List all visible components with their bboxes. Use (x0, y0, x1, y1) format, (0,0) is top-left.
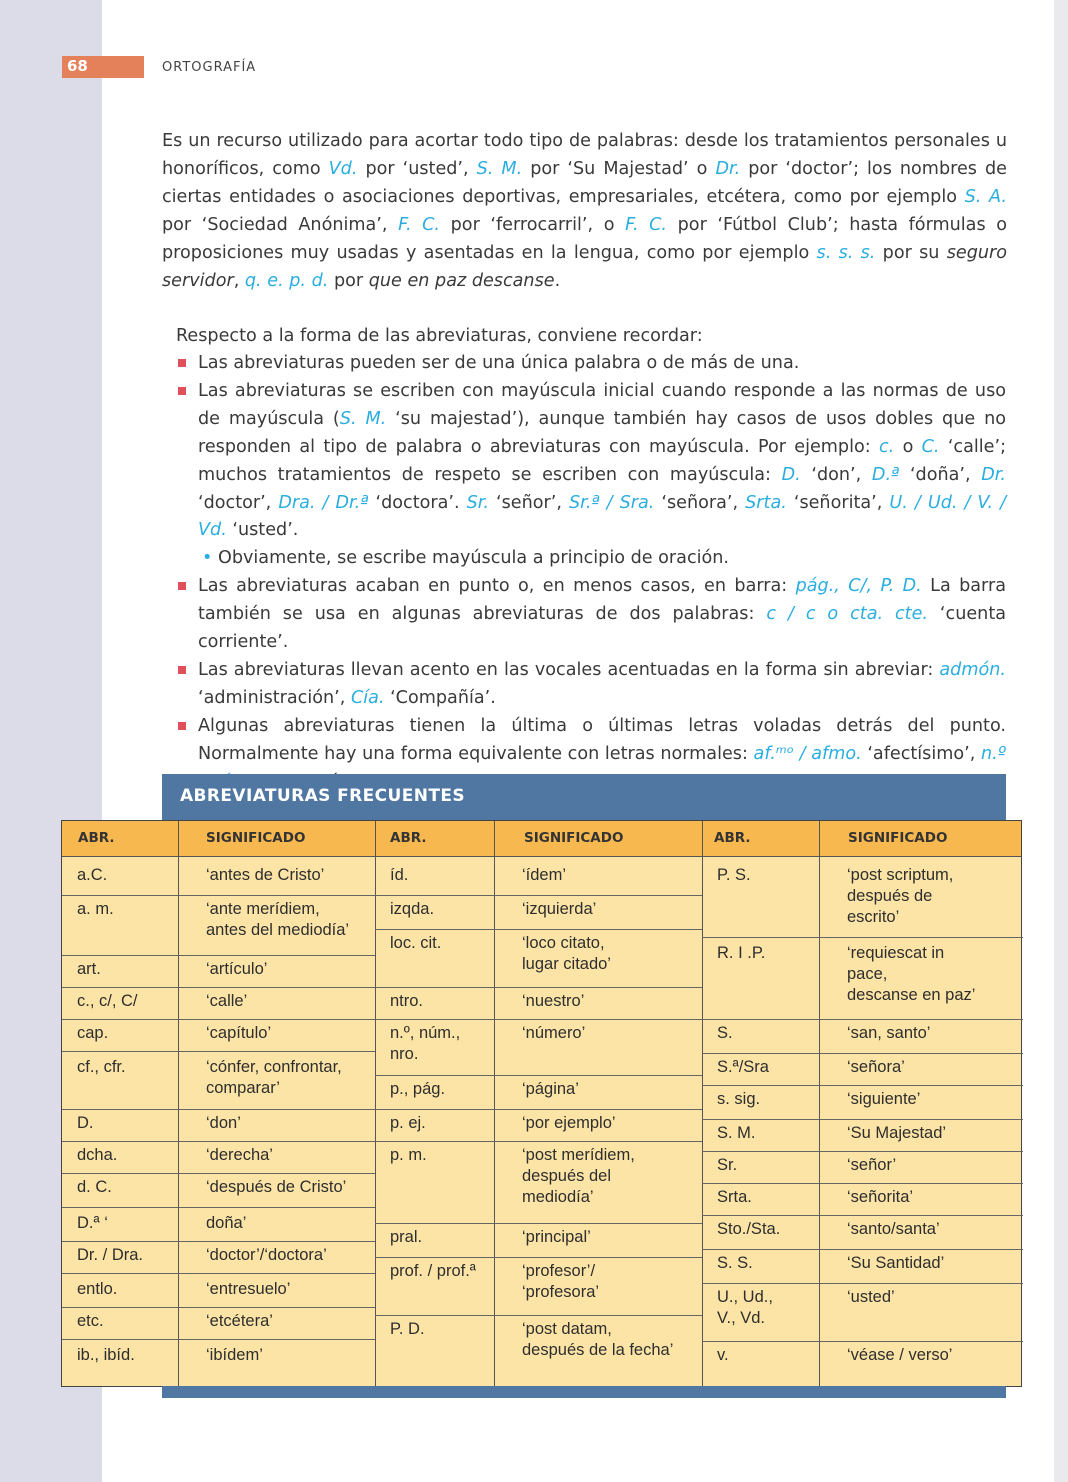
rule-item: Las abreviaturas llevan acento en las vocales acentuadas en la forma sin abreviar: admón. ‘administración’, Cía. ‘Compañía’. (176, 657, 1006, 713)
meaning-cell: ‘don’ (206, 1114, 241, 1132)
rule-item: Las abreviaturas pueden ser de una única palabra o de más de una. (176, 350, 1006, 378)
abbreviation-cell: R. I .P. (717, 944, 766, 962)
rule-item: Las abreviaturas se escriben con mayúscula inicial cuando responde a las normas de uso de mayúscula (S. M. ‘su majestad’), aunque también hay casos de usos dobles que no responden al tipo de palabra o abreviaturas con mayúscula. Por ejemplo: c. o C. ‘calle’; muchos tratamientos de respeto se escriben con mayúscula: D. ‘don’, D.ª ‘doña’, Dr. ‘doctor’, Dra. / Dr.ª ‘doctora’. Sr. ‘señor’, Sr.ª / Sra. ‘señora’, Srta. ‘señorita’, U. / Ud. / V. / Vd. ‘usted’. • Obviamente, se escribe mayúscula a principio de oración. (176, 378, 1006, 573)
meaning-cell: ‘calle’ (206, 992, 248, 1010)
abbreviation-cell: p. m. (390, 1146, 427, 1164)
meaning-cell: ‘requiescat in pace, descanse en paz’ (847, 944, 976, 1004)
rule-item: Algunas abreviaturas tienen la última o últimas letras voladas detrás del punto. Normalmente hay una forma equivalente con letras normales: af.ᵐᵒ / afmo. ‘afectísimo’, n.º (176, 713, 1006, 797)
abbreviation-cell: dcha. (77, 1146, 118, 1164)
meaning-cell: ‘página’ (522, 1080, 579, 1098)
abbreviation-cell: S. S. (717, 1254, 753, 1272)
meaning-cell: ‘post datam, después de la fecha’ (522, 1320, 674, 1359)
abbreviation-cell: P. D. (390, 1320, 425, 1338)
abbreviation-cell: entlo. (77, 1280, 118, 1298)
meaning-cell: ‘número’ (522, 1024, 586, 1042)
sub-note: • Obviamente, se escribe mayúscula a principio de oración. (202, 548, 730, 569)
abbreviation-cell: D.ª ‘ (77, 1214, 108, 1232)
bullet-square-icon (178, 582, 186, 590)
table-title-bar (162, 774, 1006, 820)
meaning-cell: ‘después de Cristo’ (206, 1178, 347, 1196)
meaning-cell: ‘entresuelo’ (206, 1280, 291, 1298)
abbreviation-cell: cf., cfr. (77, 1058, 126, 1076)
meaning-cell: ‘siguiente’ (847, 1090, 921, 1108)
column-header: SIGNIFICADO (206, 830, 306, 846)
abbreviation-cell: d. C. (77, 1178, 112, 1196)
abbreviation-cell: etc. (77, 1312, 104, 1330)
bullet-square-icon (178, 666, 186, 674)
meaning-cell: ‘ibídem’ (206, 1346, 263, 1364)
page-number-tab (62, 56, 144, 78)
bullet-square-icon (178, 387, 186, 395)
abbreviation-cell: n.º, núm., nro. (390, 1024, 461, 1063)
abbreviation-cell: S.ª/Sra (717, 1058, 769, 1076)
meaning-cell: ‘véase / verso’ (847, 1346, 953, 1364)
table-bottom-bar (162, 1386, 1006, 1398)
meaning-cell: ‘post scriptum, después de escrito’ (847, 866, 954, 926)
page-number: 68 (67, 57, 88, 75)
meaning-cell: doña’ (206, 1214, 247, 1232)
meaning-cell: ‘usted’ (847, 1288, 895, 1306)
abbreviation-cell: c., c/, C/ (77, 992, 138, 1010)
abbreviation-cell: íd. (390, 866, 409, 884)
abbreviation-cell: S. (717, 1024, 733, 1042)
meaning-cell: ‘santo/santa’ (847, 1220, 940, 1238)
running-title: ORTOGRAFÍA (162, 60, 257, 75)
meaning-cell: ‘izquierda’ (522, 900, 597, 918)
page-edge-shadow (1054, 0, 1068, 1482)
abbreviation-cell: pral. (390, 1228, 423, 1246)
bullet-dot-icon: • (202, 548, 213, 569)
meaning-cell: ‘loco citato, lugar citado’ (522, 934, 611, 973)
meaning-cell: ‘por ejemplo’ (522, 1114, 616, 1132)
abbreviation-cell: cap. (77, 1024, 109, 1042)
meaning-cell: ‘capítulo’ (206, 1024, 272, 1042)
abbreviation-cell: p. ej. (390, 1114, 426, 1132)
abbreviation-cell: P. S. (717, 866, 751, 884)
rules-list (176, 350, 1006, 797)
meaning-cell: ‘san, santo’ (847, 1024, 931, 1042)
abbreviation-cell: art. (77, 960, 101, 978)
meaning-cell: ‘ídem’ (522, 866, 567, 884)
intro-paragraph: Es un recurso utilizado para acortar todo tipo de palabras: desde los tratamientos personales u honoríficos, como Vd. por ‘usted’, S. M. por ‘Su Majestad’ o Dr. por ‘doctor’; los nombres de ciertas entidades o asociaciones deportivas, empresariales, etcétera, como por ejemplo S. A. por ‘Sociedad Anónima’, F. C. por ‘ferrocarril’, o F. C. por ‘Fútbol Club’; hasta fórmulas o proposiciones muy usadas y asentadas en la lengua, como por ejemplo s. s. s. por su seguro servidor, q. e. p. d. por que en paz descanse. (162, 131, 1008, 291)
abbreviation-cell: Srta. (717, 1188, 752, 1206)
rule-item: Las abreviaturas acaban en punto o, en menos casos, en barra: pág., C/, P. D. La barra también se usa en algunas abreviaturas de dos palabras: c / c o cta. cte. ‘cuenta corriente’. (176, 573, 1006, 657)
meaning-cell: ‘Su Majestad’ (847, 1124, 947, 1142)
abbreviation-cell: p., pág. (390, 1080, 446, 1098)
abbreviation-cell: D. (77, 1114, 94, 1132)
meaning-cell: ‘derecha’ (206, 1146, 273, 1164)
abbreviation-cell: v. (717, 1346, 729, 1364)
bullet-square-icon (178, 722, 186, 730)
table-header-row (62, 821, 1021, 857)
column-header: ABR. (390, 830, 427, 846)
column-header: ABR. (714, 830, 751, 846)
abbreviations-table (61, 820, 1022, 1387)
abbreviation-cell: Sto./Sta. (717, 1220, 781, 1238)
meaning-cell: ‘nuestro’ (522, 992, 585, 1010)
meaning-cell: ‘artículo’ (206, 960, 268, 978)
meaning-cell: ‘post merídiem, después del mediodía’ (522, 1146, 635, 1206)
meaning-cell: ‘señorita’ (847, 1188, 914, 1206)
abbreviation-cell: Sr. (717, 1156, 738, 1174)
column-header: SIGNIFICADO (848, 830, 948, 846)
column-header: ABR. (78, 830, 115, 846)
abbreviation-cell: ib., ibíd. (77, 1346, 135, 1364)
meaning-cell: ‘cónfer, confrontar, comparar’ (206, 1058, 342, 1097)
abbreviation-cell: izqda. (390, 900, 435, 918)
abbreviation-cell: s. sig. (717, 1090, 761, 1108)
bullet-square-icon (178, 359, 186, 367)
meaning-cell: ‘Su Santidad’ (847, 1254, 945, 1272)
abbreviation-cell: U., Ud., V., Vd. (717, 1288, 773, 1327)
meaning-cell: ‘antes de Cristo’ (206, 866, 325, 884)
abbreviation-cell: ntro. (390, 992, 424, 1010)
abbreviation-cell: a. m. (77, 900, 114, 918)
meaning-cell: ‘ante merídiem, antes del mediodía’ (206, 900, 350, 939)
abbreviation-cell: prof. / prof.ª (390, 1262, 476, 1280)
meaning-cell: ‘señor’ (847, 1156, 897, 1174)
meaning-cell: ‘doctor’/‘doctora’ (206, 1246, 327, 1264)
table-title: ABREVIATURAS FRECUENTES (180, 786, 466, 806)
meaning-cell: ‘profesor’/ ‘profesora’ (522, 1262, 600, 1301)
abbreviation-cell: S. M. (717, 1124, 756, 1142)
abbreviation-cell: loc. cit. (390, 934, 442, 952)
column-header: SIGNIFICADO (524, 830, 624, 846)
rules-lead: Respecto a la forma de las abreviaturas, conviene recordar: (176, 326, 703, 346)
abbreviation-cell: a.C. (77, 866, 108, 884)
meaning-cell: ‘señora’ (847, 1058, 905, 1076)
abbreviation-cell: Dr. / Dra. (77, 1246, 144, 1264)
meaning-cell: ‘etcétera’ (206, 1312, 273, 1330)
meaning-cell: ‘principal’ (522, 1228, 591, 1246)
